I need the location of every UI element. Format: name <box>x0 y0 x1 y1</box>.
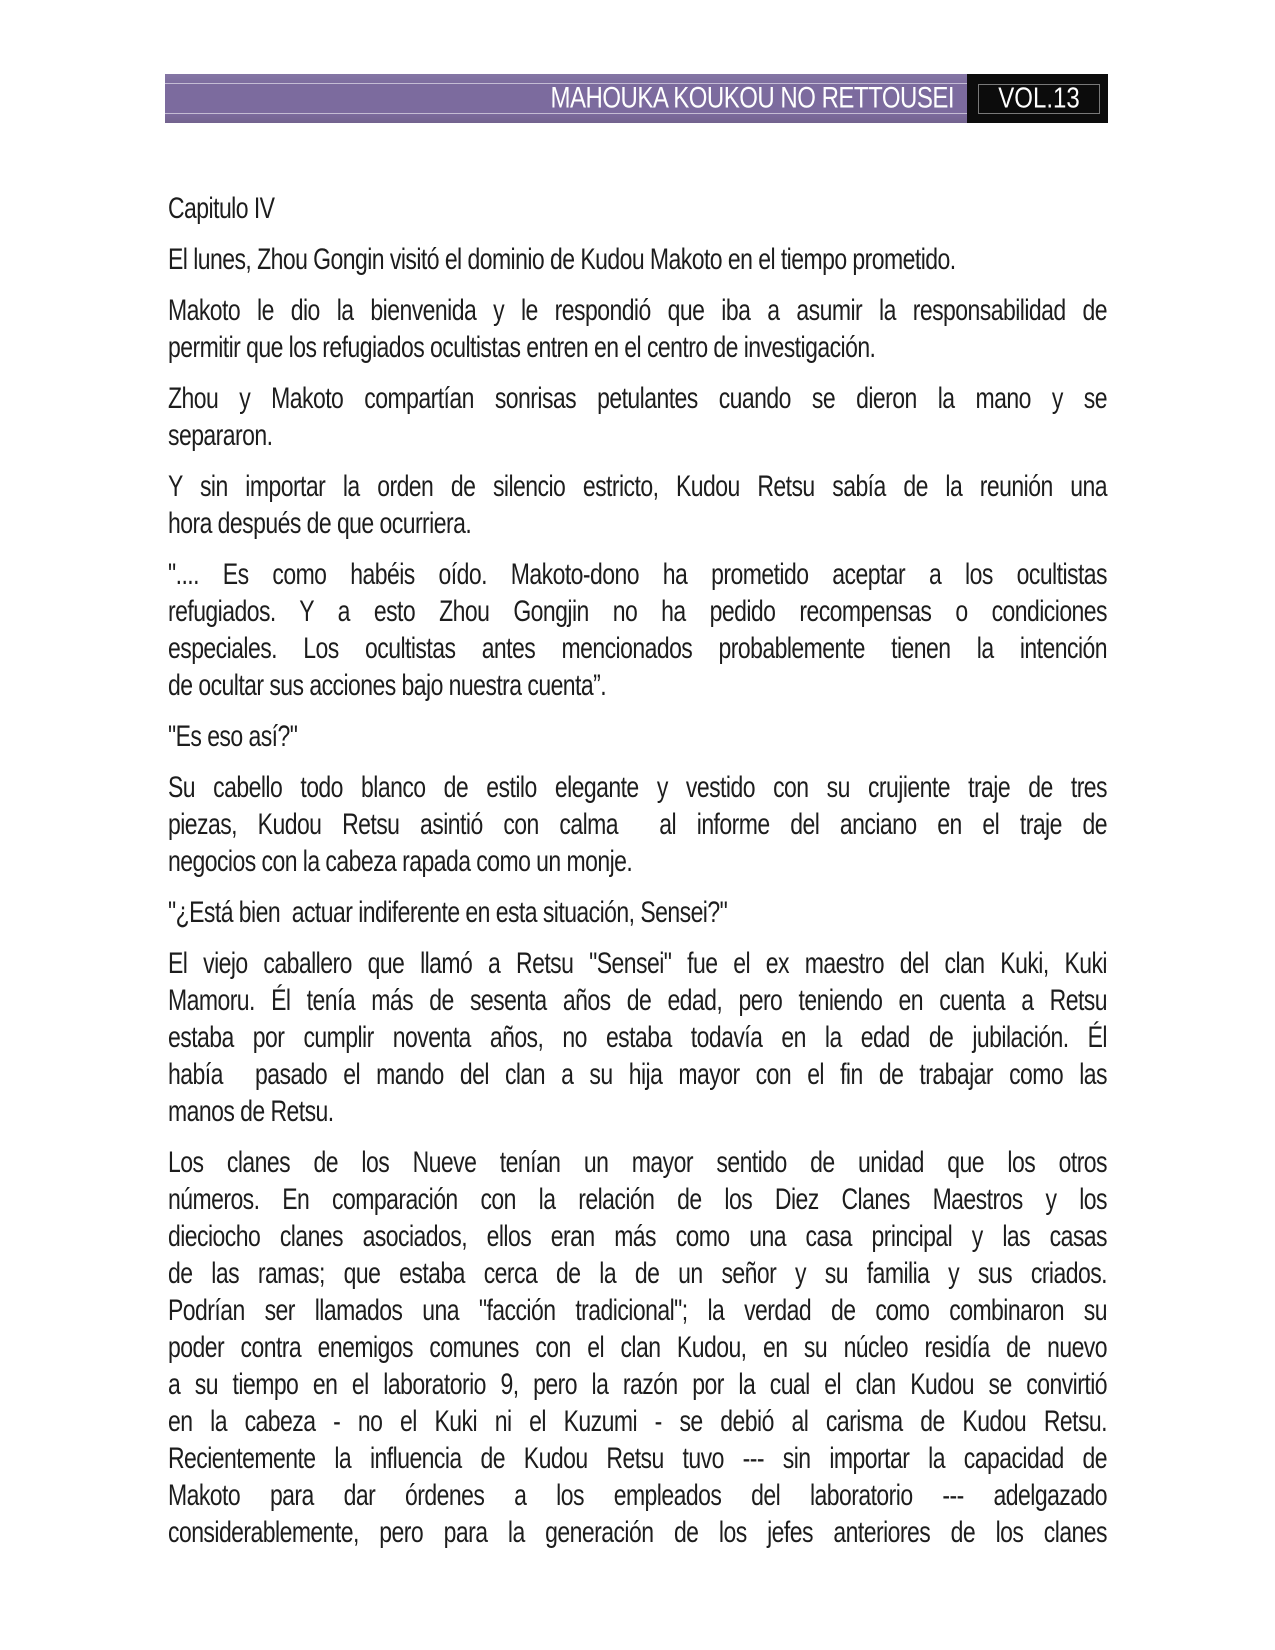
text-line: Y sin importar la orden de silencio estricto, Kudou Retsu sabía de la reunión una <box>168 469 1107 503</box>
paragraph <box>168 894 1107 931</box>
paragraph <box>168 1144 1107 1551</box>
text-line: considerablemente, pero para la generación de los jefes anteriores de los clanes <box>168 1515 1107 1549</box>
text-line: de ocultar sus acciones bajo nuestra cuenta”. <box>168 668 607 702</box>
text-line: Makoto le dio la bienvenida y le respondió que iba a asumir la responsabilidad de <box>168 293 1107 327</box>
text-line: de las ramas; que estaba cerca de la de un señor y su familia y sus criados. <box>168 1256 1107 1290</box>
volume-label: VOL.13 <box>998 82 1080 115</box>
text-line: "¿Está bien actuar indiferente en esta situación, Sensei?" <box>168 895 728 929</box>
text-line: Podrían ser llamados una "facción tradicional"; la verdad de como combinaron su <box>168 1293 1107 1327</box>
text-line: hora después de que ocurriera. <box>168 506 472 540</box>
text-line: "Es eso así?" <box>168 719 298 753</box>
text-line: Recientemente la influencia de Kudou Retsu tuvo --- sin importar la capacidad de <box>168 1441 1107 1475</box>
text-line: poder contra enemigos comunes con el clan Kudou, en su núcleo residía de nuevo <box>168 1330 1107 1364</box>
paragraph <box>168 945 1107 1130</box>
text-line: Makoto para dar órdenes a los empleados del laboratorio --- adelgazado <box>168 1478 1107 1512</box>
text-line: manos de Retsu. <box>168 1094 334 1128</box>
text-line: negocios con la cabeza rapada como un monje. <box>168 844 633 878</box>
header-title-bar <box>165 74 967 123</box>
text-line: separaron. <box>168 418 273 452</box>
text-line: números. En comparación con la relación de los Diez Clanes Maestros y los <box>168 1182 1107 1216</box>
text-line: especiales. Los ocultistas antes mencionados probablemente tienen la intención <box>168 631 1107 665</box>
volume-badge <box>967 74 1108 123</box>
text-line: refugiados. Y a esto Zhou Gongjin no ha pedido recompensas o condiciones <box>168 594 1107 628</box>
text-line: dieciocho clanes asociados, ellos eran más como una casa principal y las casas <box>168 1219 1107 1253</box>
paragraph <box>168 241 1107 278</box>
paragraph <box>168 380 1107 454</box>
volume-badge-frame <box>978 84 1100 114</box>
paragraph <box>168 292 1107 366</box>
text-line: estaba por cumplir noventa años, no estaba todavía en la edad de jubilación. Él <box>168 1020 1107 1054</box>
text-line: Mamoru. Él tenía más de sesenta años de edad, pero teniendo en cuenta a Retsu <box>168 983 1107 1017</box>
document-body <box>168 190 1107 1565</box>
paragraph <box>168 718 1107 755</box>
paragraph <box>168 468 1107 542</box>
text-line: piezas, Kudou Retsu asintió con calma al informe del anciano en el traje de <box>168 807 1107 841</box>
text-line: Zhou y Makoto compartían sonrisas petulantes cuando se dieron la mano y se <box>168 381 1107 415</box>
paragraph <box>168 556 1107 704</box>
text-line: Su cabello todo blanco de estilo elegante y vestido con su crujiente traje de tres <box>168 770 1107 804</box>
text-line: El lunes, Zhou Gongin visitó el dominio de Kudou Makoto en el tiempo prometido. <box>168 242 956 276</box>
paragraph <box>168 190 1107 227</box>
text-line: en la cabeza - no el Kuki ni el Kuzumi - se debió al carisma de Kudou Retsu. <box>168 1404 1107 1438</box>
text-line: a su tiempo en el laboratorio 9, pero la razón por la cual el clan Kudou se convirtió <box>168 1367 1107 1401</box>
page-header-banner <box>165 74 1108 123</box>
text-line: El viejo caballero que llamó a Retsu "Sensei" fue el ex maestro del clan Kuki, Kuki <box>168 946 1107 980</box>
series-title: MAHOUKA KOUKOU NO RETTOUSEI <box>550 81 954 115</box>
text-line: ".... Es como habéis oído. Makoto-dono ha prometido aceptar a los ocultistas <box>168 557 1107 591</box>
text-line: Los clanes de los Nueve tenían un mayor sentido de unidad que los otros <box>168 1145 1107 1179</box>
text-line: había pasado el mando del clan a su hija mayor con el fin de trabajar como las <box>168 1057 1107 1091</box>
paragraph <box>168 769 1107 880</box>
text-line: permitir que los refugiados ocultistas entren en el centro de investigación. <box>168 330 876 364</box>
text-line: Capitulo IV <box>168 191 275 225</box>
